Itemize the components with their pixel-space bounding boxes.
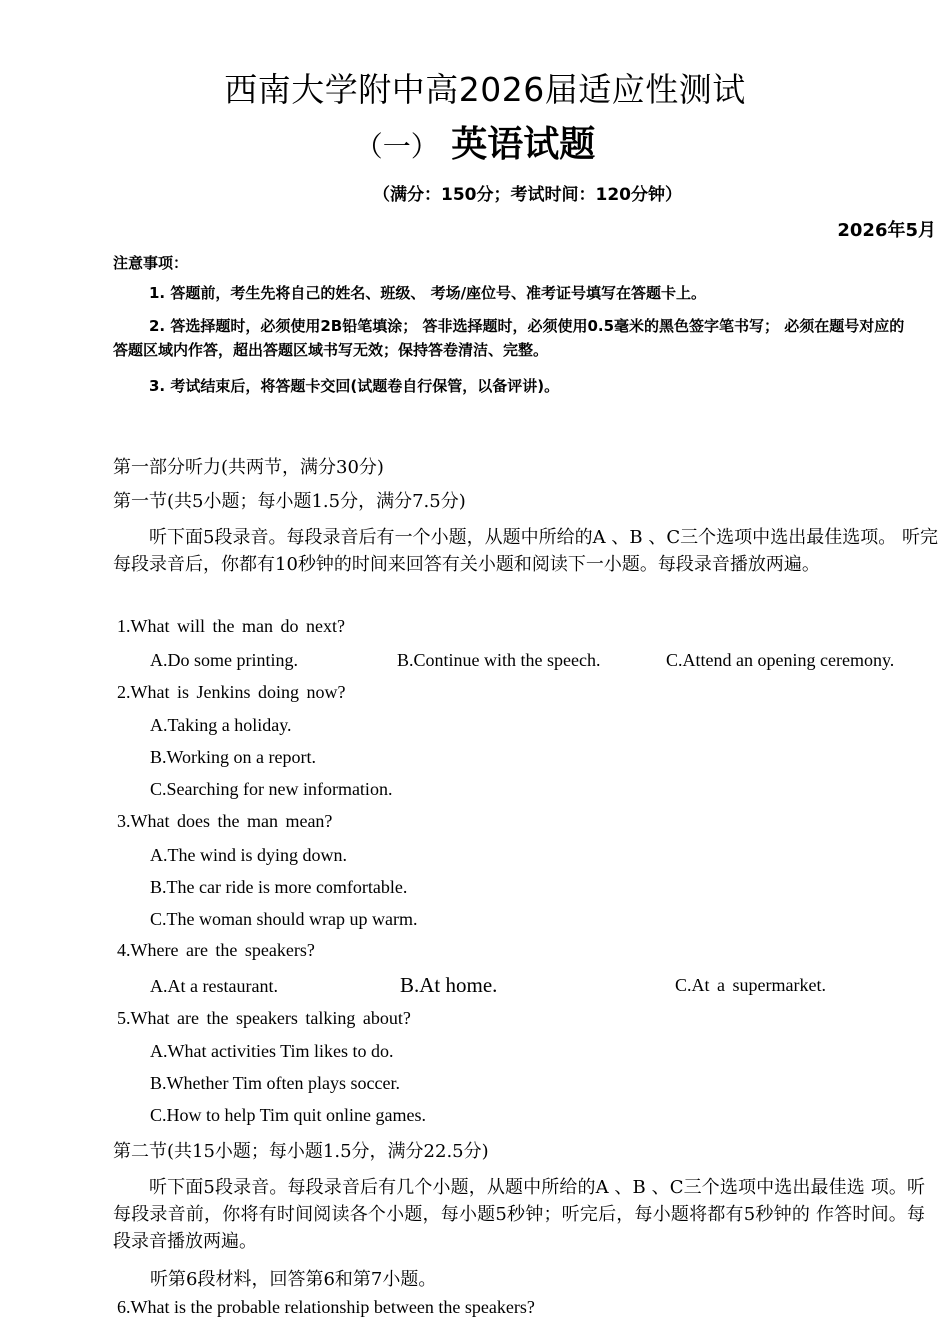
section2-title: 第二节(共15小题；每小题1.5分，满分22.5分) <box>113 1141 489 1162</box>
question-1: 1.What will the man do next? <box>117 616 345 636</box>
q3-option-b: B.The car ride is more comfortable. <box>150 877 408 897</box>
notice-item-1: 1. 答题前，考生先将自己的姓名、班级、 考场/座位号、准考证号填写在答题卡上。 <box>149 284 707 302</box>
q1-option-c: C.Attend an opening ceremony. <box>666 650 895 670</box>
q4-option-b: B.At home. <box>400 973 498 997</box>
q3-option-a: A.The wind is dying down. <box>150 845 347 865</box>
q4-option-a: A.At a restaurant. <box>150 976 278 996</box>
subtitle-paren: （一） <box>354 130 439 163</box>
part1-title: 第一部分听力(共两节，满分30分) <box>113 457 384 478</box>
score-info: （满分：150分；考试时间：120分钟） <box>373 185 682 205</box>
section1-instruction: 听下面5段录音。每段录音后有一个小题，从题中所给的A 、B 、C三个选项中选出最佳选项。 听完每段录音后，你都有10秒钟的时间来回答有关小题和阅读下一小题。每段录音播放两遍。 <box>113 527 938 575</box>
exam-subtitle <box>0 116 950 167</box>
section2-instruction: 听下面5段录音。每段录音后有几个小题，从题中所给的A 、B 、C三个选项中选出最佳选 项。听每段录音前，你将有时间阅读各个小题，每小题5秒钟；听完后，每小题将都有5秒钟的 作答时间。每段录音播放两遍。 <box>113 1177 925 1252</box>
question-3: 3.What does the man mean? <box>117 811 333 831</box>
q2-option-b: B.Working on a report. <box>150 747 317 767</box>
notice-item-2: 2. 答选择题时，必须使用2B铅笔填涂； 答非选择题时，必须使用0.5毫米的黑色签字笔书写； 必须在题号对应的答题区域内作答，超出答题区域书写无效；保持答卷清洁、完整。 <box>113 317 905 359</box>
q5-option-a: A.What activities Tim likes to do. <box>150 1041 394 1061</box>
subject-title: 英语试题 <box>451 124 596 165</box>
exam-title: 西南大学附中高2026届适应性测试 <box>224 70 746 109</box>
q5-option-b: B.Whether Tim often plays soccer. <box>150 1073 400 1093</box>
q3-option-c: C.The woman should wrap up warm. <box>150 909 418 929</box>
notice-item-3: 3. 考试结束后，将答题卡交回(试题卷自行保管，以备评讲)。 <box>149 377 560 395</box>
question-4: 4.Where are the speakers? <box>117 940 315 960</box>
exam-date: 2026年5月 <box>837 220 936 241</box>
question-5: 5.What are the speakers talking about? <box>117 1008 411 1028</box>
q1-option-a: A.Do some printing. <box>150 650 298 670</box>
section1-title: 第一节(共5小题；每小题1.5分，满分7.5分) <box>113 491 466 512</box>
question-2: 2.What is Jenkins doing now? <box>117 682 346 702</box>
q5-option-c: C.How to help Tim quit online games. <box>150 1105 427 1125</box>
q2-option-c: C.Searching for new information. <box>150 779 393 799</box>
q2-option-a: A.Taking a holiday. <box>150 715 292 735</box>
notice-heading: 注意事项： <box>113 254 189 272</box>
q4-option-c: C.At a supermarket. <box>675 975 826 995</box>
q1-option-b: B.Continue with the speech. <box>397 650 601 670</box>
question-6: 6.What is the probable relationship between the speakers? <box>117 1297 535 1317</box>
material-6-instruction: 听第6段材料，回答第6和第7小题。 <box>150 1269 437 1290</box>
